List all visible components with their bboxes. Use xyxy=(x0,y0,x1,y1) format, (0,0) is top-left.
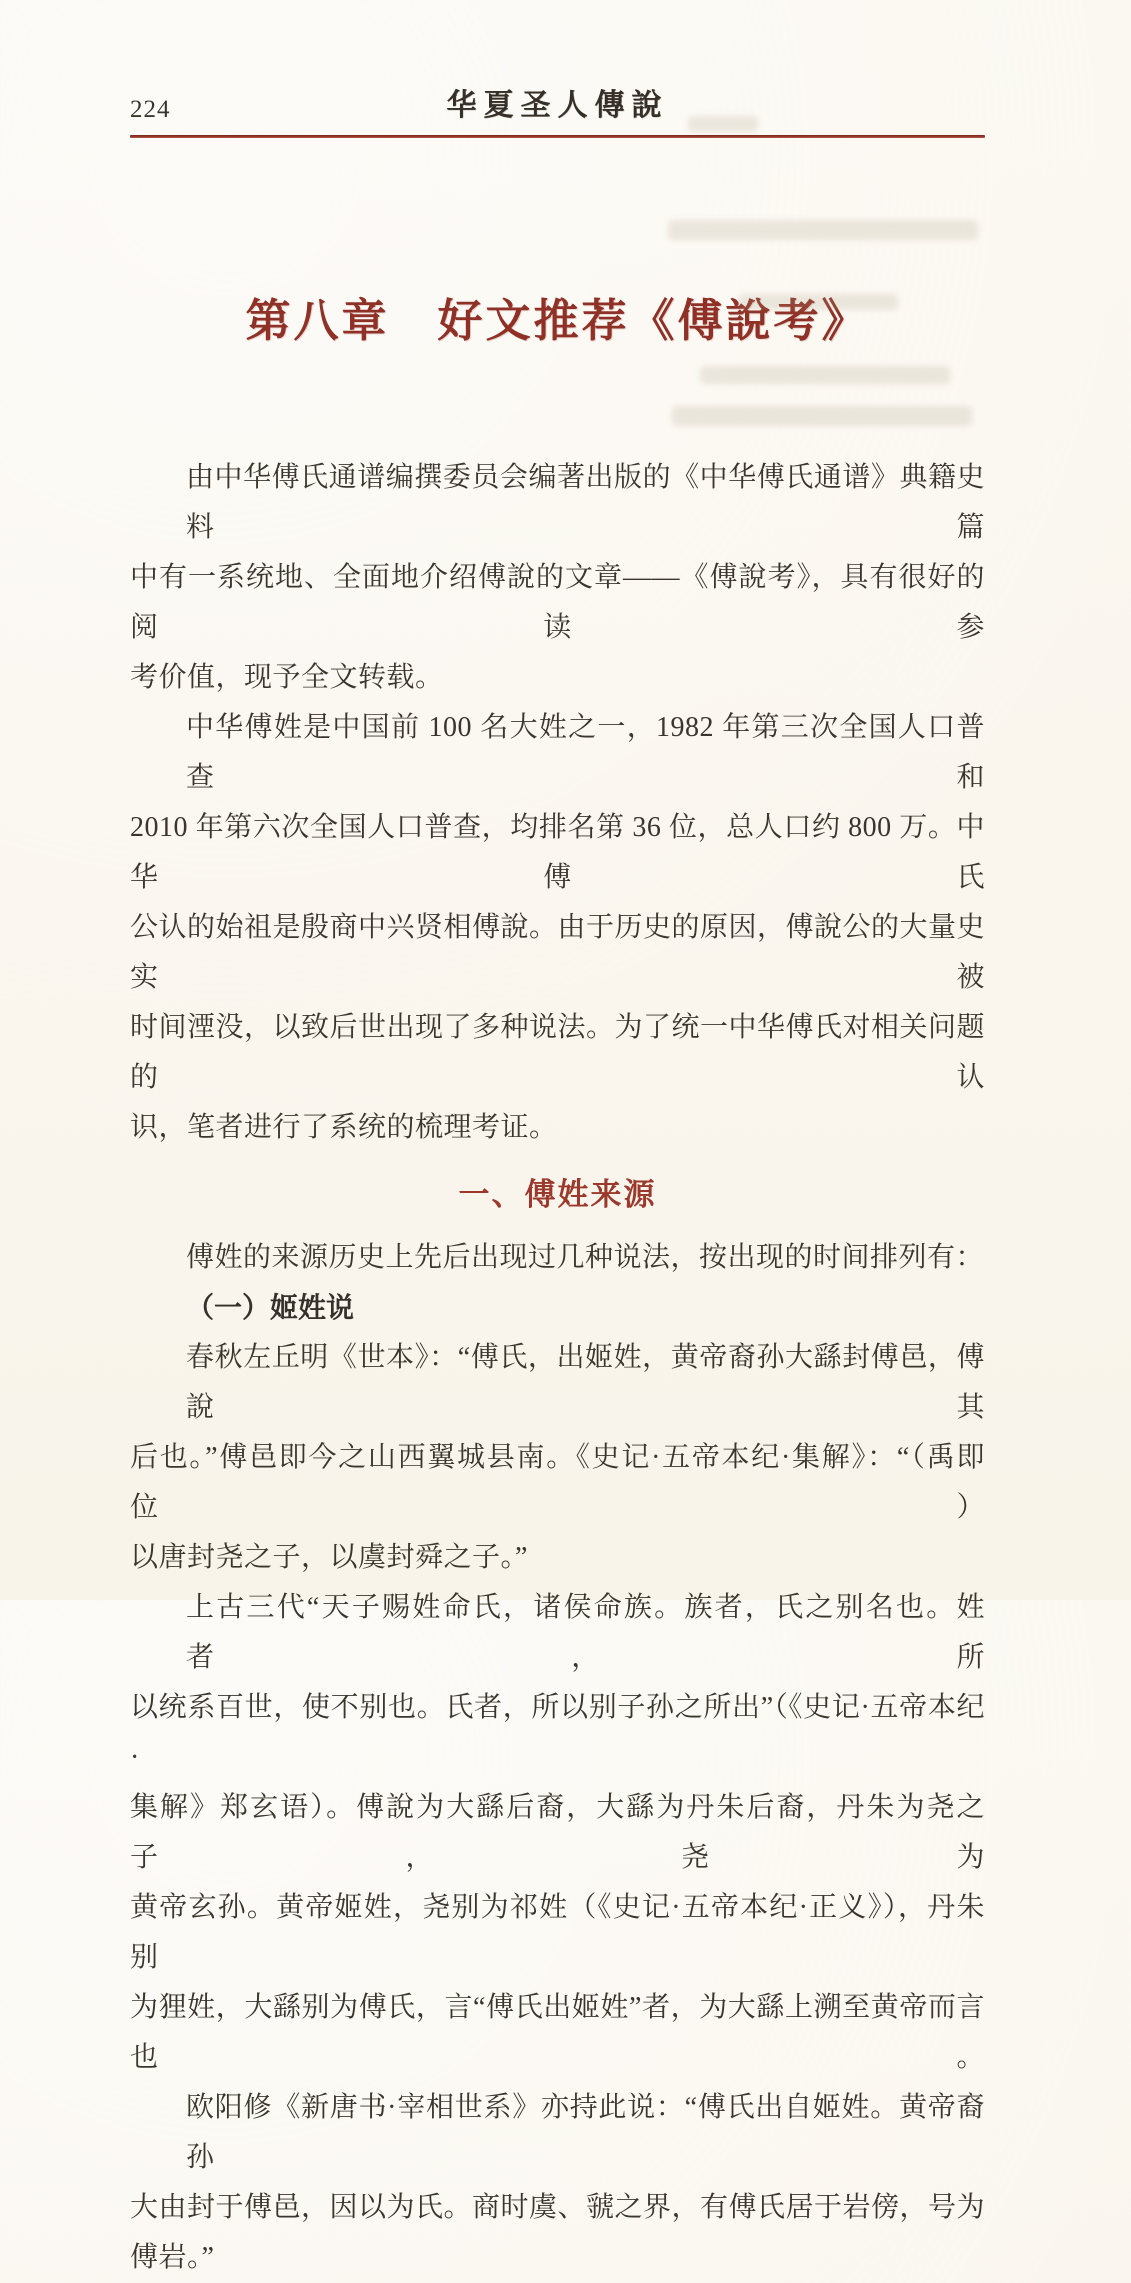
body-line: 中有一系统地、全面地介绍傅說的文章——《傅說考》，具有很好的阅读参 xyxy=(130,562,985,643)
body-line: 黄帝玄孙。黄帝姬姓，尧别为祁姓（《史记·五帝本纪·正义》），丹朱别 xyxy=(130,1892,985,1973)
body-line: 时间湮没，以致后世出现了多种说法。为了统一中华傅氏对相关问题的认 xyxy=(130,1012,985,1093)
bleed-through-smudge xyxy=(668,220,978,240)
body-line: 识，笔者进行了系统的梳理考证。 xyxy=(130,1112,558,1143)
ouyangxiu-paragraph xyxy=(130,2083,985,2283)
body-line: 以唐封尧之子，以虞封舜之子。” xyxy=(130,1542,528,1573)
body-line: 中华傅姓是中国前 100 名大姓之一，1982 年第三次全国人口普查和 xyxy=(186,712,985,793)
body-line: 春秋左丘明《世本》：“傅氏，出姬姓，黄帝裔孙大繇封傅邑，傅說其 xyxy=(186,1342,985,1423)
header-rule xyxy=(130,135,985,138)
body-line: 上古三代“天子赐姓命氏，诸侯命族。族者，氏之别名也。姓者，所 xyxy=(186,1592,985,1673)
section-heading-fu-surname-origin: 一、傅姓来源 xyxy=(458,1177,657,1212)
three-dynasties-paragraph xyxy=(130,1583,985,2083)
shiben-quote-paragraph xyxy=(130,1333,985,1583)
body-line: 2010 年第六次全国人口普查，均排名第 36 位，总人口约 800 万。中华傅氏 xyxy=(130,812,985,893)
chapter-title: 第八章 好文推荐《傅說考》 xyxy=(245,296,870,346)
body-line: 公认的始祖是殷商中兴贤相傅說。由于历史的原因，傅說公的大量史实被 xyxy=(130,912,985,993)
body-line: 由中华傅氏通谱编撰委员会编著出版的《中华傅氏通谱》典籍史料篇 xyxy=(186,462,985,543)
bleed-through-smudge xyxy=(672,406,972,426)
running-title: 华夏圣人傳說 xyxy=(446,89,669,122)
body-line: 大由封于傅邑，因以为氏。商时虞、虢之界，有傅氏居于岩傍，号为 xyxy=(130,2192,985,2223)
body-line: 考价值，现予全文转载。 xyxy=(130,662,444,693)
page-body-text xyxy=(130,453,985,2283)
page-header xyxy=(130,0,985,124)
body-line: 傅姓的来源历史上先后出现过几种说法，按出现的时间排列有： xyxy=(186,1242,985,1273)
bleed-through-smudge xyxy=(738,294,898,310)
subheading-ji-surname-theory: （一）姬姓说 xyxy=(186,1292,355,1323)
origins-intro-paragraph xyxy=(130,1233,985,1283)
body-line: 集解》郑玄语）。傅說为大繇后裔，大繇为丹朱后裔，丹朱为尧之子，尧为 xyxy=(130,1792,985,1873)
bleed-through-smudge xyxy=(700,366,950,384)
page-number: 224 xyxy=(130,96,171,123)
intro-paragraph xyxy=(130,453,985,703)
body-line: 以统系百世，使不别也。氏者，所以别子孙之所出”（《史记·五帝本纪· xyxy=(130,1692,985,1773)
body-line: 傅岩。” xyxy=(130,2242,215,2273)
body-line: 后也。”傅邑即今之山西翼城县南。《史记·五帝本纪·集解》：“（禹即位） xyxy=(130,1442,985,1523)
body-line: 欧阳修《新唐书·宰相世系》亦持此说：“傅氏出自姬姓。黄帝裔孙 xyxy=(186,2092,985,2173)
body-line: 为狸姓，大繇别为傅氏，言“傅氏出姬姓”者，为大繇上溯至黄帝而言也。 xyxy=(130,1992,985,2073)
surname-statistics-paragraph xyxy=(130,703,985,1153)
